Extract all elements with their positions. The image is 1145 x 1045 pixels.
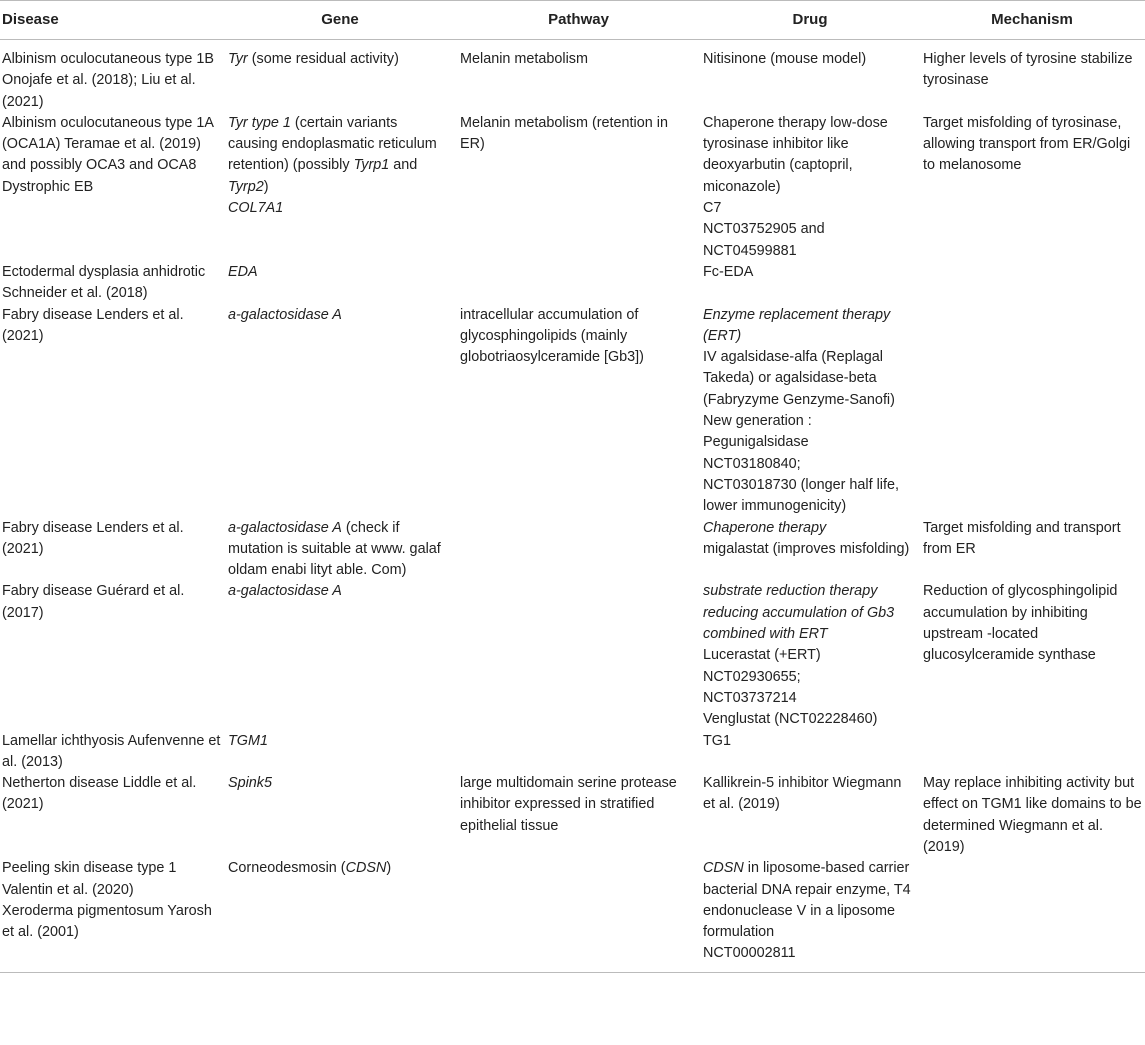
table-row — [0, 113, 1145, 262]
gene-text: Tyrp2 — [228, 178, 264, 195]
disease-text: Fabry disease Lenders et al. (2021) — [2, 519, 184, 557]
cell-gene — [224, 858, 456, 972]
cell-pathway — [456, 773, 701, 858]
drug-text: NCT02930655; — [703, 668, 801, 685]
drug-text: Fc-EDA — [703, 263, 754, 280]
drug-text: NCT03180840; — [703, 455, 801, 472]
header-disease: Disease — [0, 1, 224, 40]
drug-text: NCT03752905 and NCT04599881 — [703, 221, 825, 259]
mechanism-text: Higher levels of tyrosine stabilize tyrosinase — [923, 51, 1133, 89]
disease-text: Fabry disease Guérard et al. (2017) — [2, 583, 185, 621]
mechanism-text: Target misfolding of tyrosinase, allowing transport from ER/Golgi to melanosome — [923, 114, 1131, 174]
drug-text: Pegunigalsidase — [703, 434, 809, 451]
header-mechanism: Mechanism — [919, 1, 1145, 40]
mechanism-text: Target misfolding and transport from ER — [923, 519, 1121, 557]
gene-text: a-galactosidase A — [228, 583, 342, 600]
gene-text: CDSN — [345, 860, 387, 877]
cell-disease — [0, 113, 224, 262]
disease-text: Fabry disease Lenders et al. (2021) — [2, 306, 184, 344]
gene-text: EDA — [228, 263, 258, 280]
cell-gene — [224, 113, 456, 262]
cell-mechanism — [919, 581, 1145, 730]
gene-text: Tyr — [228, 51, 248, 67]
gene-text: a-galactosidase A — [228, 519, 342, 536]
drug-text: New generation : — [703, 413, 812, 430]
drug-text: Enzyme replacement therapy (ERT) — [703, 306, 891, 344]
gene-text: (certain variants causing endoplasmatic reticulum retention) (possibly — [228, 114, 437, 174]
drug-text: IV agalsidase-alfa (Replagal Takeda) or agalsidase-beta (Fabryzyme Genzyme-Sanofi) — [703, 349, 895, 408]
table-row — [0, 305, 1145, 518]
table-row — [0, 262, 1145, 305]
cell-disease — [0, 731, 224, 774]
cell-drug — [701, 581, 919, 730]
table-row — [0, 518, 1145, 582]
gene-text: Tyr type 1 — [228, 114, 291, 131]
pathway-text: large multidomain serine protease inhibitor expressed in stratified epithelial tissue — [460, 775, 677, 834]
drug-text: TG1 — [703, 732, 731, 749]
cell-gene — [224, 518, 456, 582]
cell-pathway — [456, 40, 701, 113]
cell-pathway — [456, 262, 701, 305]
table-row — [0, 731, 1145, 774]
cell-mechanism — [919, 305, 1145, 518]
drug-text: NCT03737214 — [703, 689, 797, 706]
cell-mechanism — [919, 40, 1145, 113]
drug-text: Chaperone therapy — [703, 519, 827, 536]
cell-pathway — [456, 581, 701, 730]
drug-text: NCT00002811 — [703, 945, 796, 962]
gene-text: ) — [386, 860, 392, 877]
gene-text: (check if mutation is suitable at www. galaf oldam enabi lityt able. Com) — [228, 519, 441, 579]
gene-text: ) — [263, 178, 269, 195]
pathway-text: Melanin metabolism — [460, 51, 588, 67]
cell-drug — [701, 262, 919, 305]
table-body — [0, 40, 1145, 973]
cell-disease — [0, 262, 224, 305]
cell-gene — [224, 581, 456, 730]
cell-disease — [0, 305, 224, 518]
cell-mechanism — [919, 773, 1145, 858]
mechanism-text: Reduction of glycosphingolipid accumulation by inhibiting upstream -located glucosylceramide synthase — [923, 583, 1118, 664]
cell-mechanism — [919, 731, 1145, 774]
disease-text: Xeroderma pigmentosum Yarosh et al. (2001) — [2, 902, 212, 941]
disease-text: Dystrophic EB — [2, 178, 94, 195]
drug-text: Nitisinone (mouse model) — [703, 51, 867, 67]
drug-text: C7 — [703, 200, 722, 217]
cell-disease — [0, 40, 224, 113]
cell-pathway — [456, 518, 701, 582]
disease-text: Peeling skin disease type 1 Valentin et al. (2020) — [2, 860, 177, 898]
cell-disease — [0, 858, 224, 972]
cell-drug — [701, 113, 919, 262]
drug-text: substrate reduction therapy reducing accumulation of Gb3 combined with ERT — [703, 583, 895, 643]
gene-text: Tyrp1 — [353, 157, 390, 174]
gene-text: TGM1 — [228, 732, 268, 749]
cell-drug — [701, 858, 919, 972]
table-row — [0, 40, 1145, 113]
cell-mechanism — [919, 858, 1145, 972]
cell-pathway — [456, 858, 701, 972]
disease-text: Albinism oculocutaneous type 1A (OCA1A) Teramae et al. (2019) and possibly OCA3 and OCA8 — [2, 114, 214, 174]
cell-pathway — [456, 113, 701, 262]
cell-mechanism — [919, 518, 1145, 582]
drug-text: in liposome-based carrier — [743, 860, 910, 877]
cell-mechanism — [919, 262, 1145, 305]
cell-drug — [701, 40, 919, 113]
drug-text: CDSN — [703, 860, 744, 877]
drug-text: Venglustat (NCT02228460) — [703, 711, 878, 728]
cell-disease — [0, 581, 224, 730]
drug-text: Chaperone therapy low-dose tyrosinase inhibitor like deoxyarbutin (captopril, miconazole) — [703, 114, 888, 195]
header-drug: Drug — [701, 1, 919, 40]
cell-drug — [701, 305, 919, 518]
disease-text: Ectodermal dysplasia anhidrotic Schneider et al. (2018) — [2, 263, 206, 302]
pathway-text: Melanin metabolism (retention in ER) — [460, 114, 668, 153]
cell-gene — [224, 731, 456, 774]
drug-text: Kallikrein-5 inhibitor Wiegmann et al. (2019) — [703, 775, 902, 813]
table-row — [0, 773, 1145, 858]
drug-text: Lucerastat (+ERT) — [703, 647, 821, 664]
cell-mechanism — [919, 113, 1145, 262]
cell-gene — [224, 773, 456, 858]
disease-text: Albinism oculocutaneous type 1B Onojafe et al. (2018); Liu et al. (2021) — [2, 51, 214, 110]
cell-pathway — [456, 305, 701, 518]
gene-text: (some residual activity) — [247, 51, 399, 67]
drug-text: NCT03018730 (longer half life, lower immunogenicity) — [703, 476, 899, 515]
pathway-text: intracellular accumulation of glycosphingolipids (mainly globotriaosylceramide [Gb3]) — [460, 306, 644, 366]
drug-text: bacterial DNA repair enzyme, T4 endonuclease V in a liposome formulation — [703, 881, 911, 941]
header-gene: Gene — [224, 1, 456, 40]
gene-text: Spink5 — [228, 775, 273, 792]
cell-gene — [224, 305, 456, 518]
cell-drug — [701, 773, 919, 858]
gene-text: a-galactosidase A — [228, 306, 342, 323]
mechanism-text: May replace inhibiting activity but effect on TGM1 like domains to be determined Wiegmann et al. (2019) — [923, 775, 1142, 855]
cell-disease — [0, 518, 224, 582]
cell-disease — [0, 773, 224, 858]
table-row — [0, 858, 1145, 972]
gene-text: Corneodesmosin ( — [228, 860, 346, 877]
header-pathway: Pathway — [456, 1, 701, 40]
drug-text: migalastat (improves misfolding) — [703, 540, 910, 557]
disease-text: Netherton disease Liddle et al. (2021) — [2, 775, 197, 813]
cell-pathway — [456, 731, 701, 774]
bottom-rule — [0, 972, 1145, 973]
header-row — [0, 1, 1145, 40]
disease-text: Lamellar ichthyosis Aufenvenne et al. (2013) — [2, 732, 221, 770]
cell-drug — [701, 518, 919, 582]
cell-gene — [224, 40, 456, 113]
cell-drug — [701, 731, 919, 774]
gene-text: and — [389, 157, 418, 174]
table-row — [0, 581, 1145, 730]
cell-gene — [224, 262, 456, 305]
gene-text: COL7A1 — [228, 200, 284, 217]
